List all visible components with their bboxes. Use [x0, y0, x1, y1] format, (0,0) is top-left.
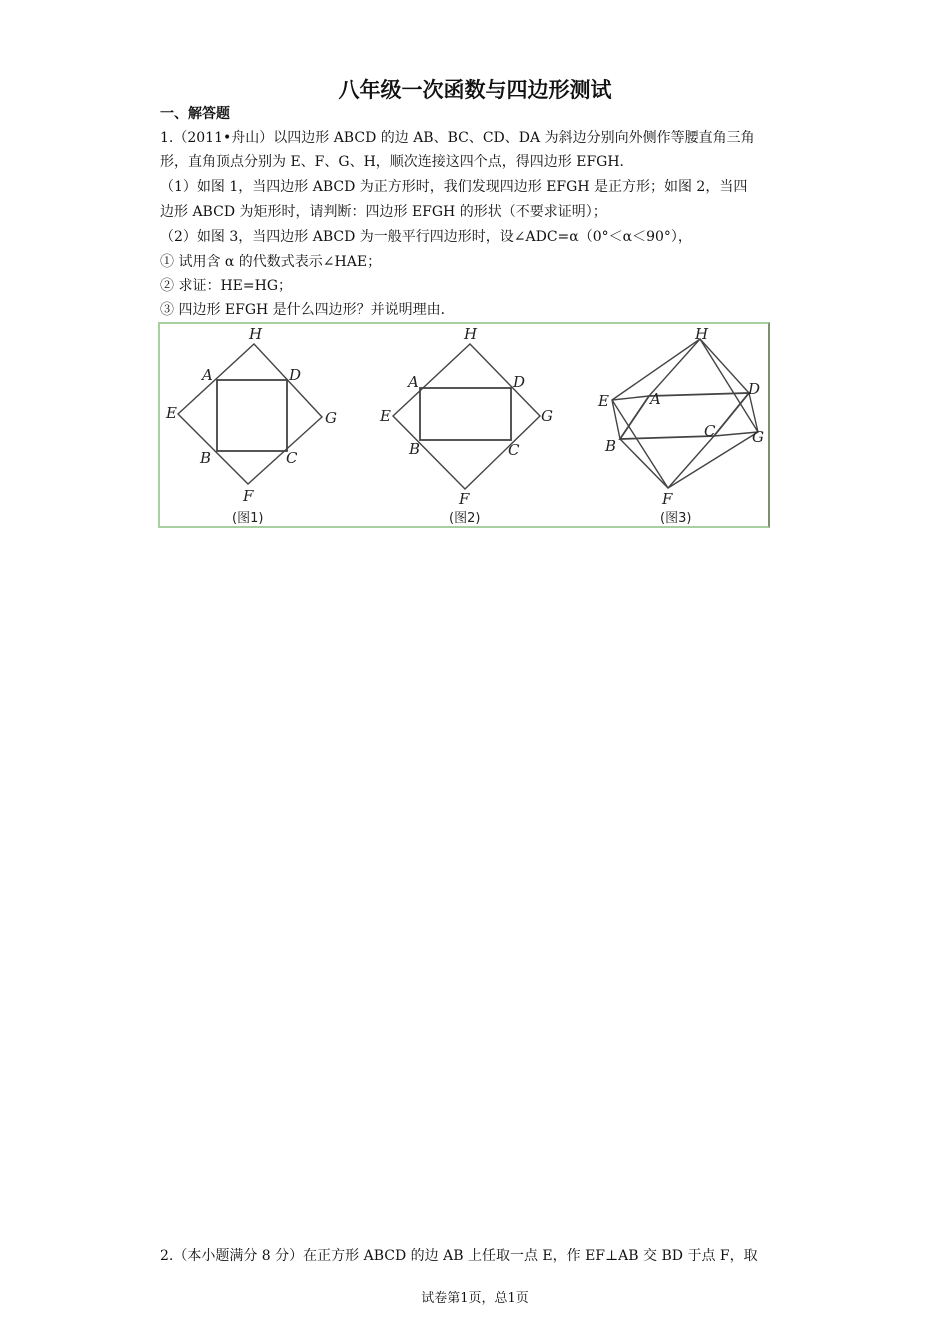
fig3-label-e: E — [598, 392, 609, 410]
fig3-label-d: D — [748, 380, 761, 398]
fig1-label-b: B — [200, 449, 212, 467]
fig1-label-e: E — [166, 404, 177, 422]
q2-line-1: 2.（本小题满分 8 分）在正方形 ABCD 的边 AB 上任取一点 E，作 EF⊥AB 交 BD 于点 F，取 — [160, 1248, 758, 1264]
fig2-label-b: B — [409, 440, 421, 458]
fig3-label-c: C — [704, 422, 716, 440]
fig2-outer-quad — [393, 344, 540, 489]
q1-line-3: （1）如图 1，当四边形 ABCD 为正方形时，我们发现四边形 EFGH 是正方形；如图 2，当四 — [160, 179, 748, 195]
fig2-label-d: D — [513, 373, 526, 391]
fig1-label-c: C — [286, 449, 298, 467]
fig3-efgh — [612, 339, 761, 488]
geometry-figures — [160, 324, 768, 526]
fig2-label-h: H — [464, 325, 478, 343]
figure-panel — [158, 322, 770, 528]
fig2-inner-rect — [420, 388, 511, 440]
fig3-label-h: H — [695, 325, 709, 343]
fig3-label-f: F — [662, 490, 673, 508]
fig1-label-f: F — [243, 487, 254, 505]
fig2-label-f: F — [459, 490, 470, 508]
page-footer: 试卷第1页，总1页 — [421, 1291, 529, 1306]
fig3-label-b: B — [605, 437, 617, 455]
fig3-label-a: A — [650, 390, 661, 408]
section-heading: 一、解答题 — [160, 106, 230, 122]
fig3-label-g: G — [752, 428, 764, 446]
fig1-label-a: A — [202, 366, 213, 384]
fig2-label-g: G — [541, 407, 553, 425]
fig1-label-h: H — [249, 325, 263, 343]
fig1-label-g: G — [325, 409, 337, 427]
q1-line-1: 1.（2011•舟山）以四边形 ABCD 的边 AB、BC、CD、DA 为斜边分别向外侧作等腰直角三角 — [160, 130, 755, 146]
fig1-label-d: D — [289, 366, 302, 384]
fig1-caption: (图1) — [232, 511, 264, 526]
fig2-label-c: C — [508, 441, 520, 459]
fig2-label-a: A — [408, 373, 419, 391]
q1-line-5: （2）如图 3，当四边形 ABCD 为一般平行四边形时，设∠ADC=α（0°＜α＜90°）， — [160, 229, 692, 245]
page-title: 八年级一次函数与四边形测试 — [338, 77, 612, 102]
q1-line-7: ② 求证：HE=HG； — [160, 278, 293, 294]
q1-line-8: ③ 四边形 EFGH 是什么四边形？并说明理由． — [160, 302, 455, 318]
fig1-inner-square — [217, 380, 287, 451]
fig3-caption: (图3) — [660, 511, 692, 526]
q1-line-2: 形，直角顶点分别为 E、F、G、H，顺次连接这四个点，得四边形 EFGH． — [160, 154, 634, 170]
fig2-label-e: E — [380, 407, 391, 425]
fig2-caption: (图2) — [449, 511, 481, 526]
q1-line-4: 边形 ABCD 为矩形时，请判断：四边形 EFGH 的形状（不要求证明）； — [160, 204, 607, 220]
fig3-abcd — [620, 393, 749, 439]
q1-line-6: ① 试用含 α 的代数式表示∠HAE； — [160, 254, 382, 270]
